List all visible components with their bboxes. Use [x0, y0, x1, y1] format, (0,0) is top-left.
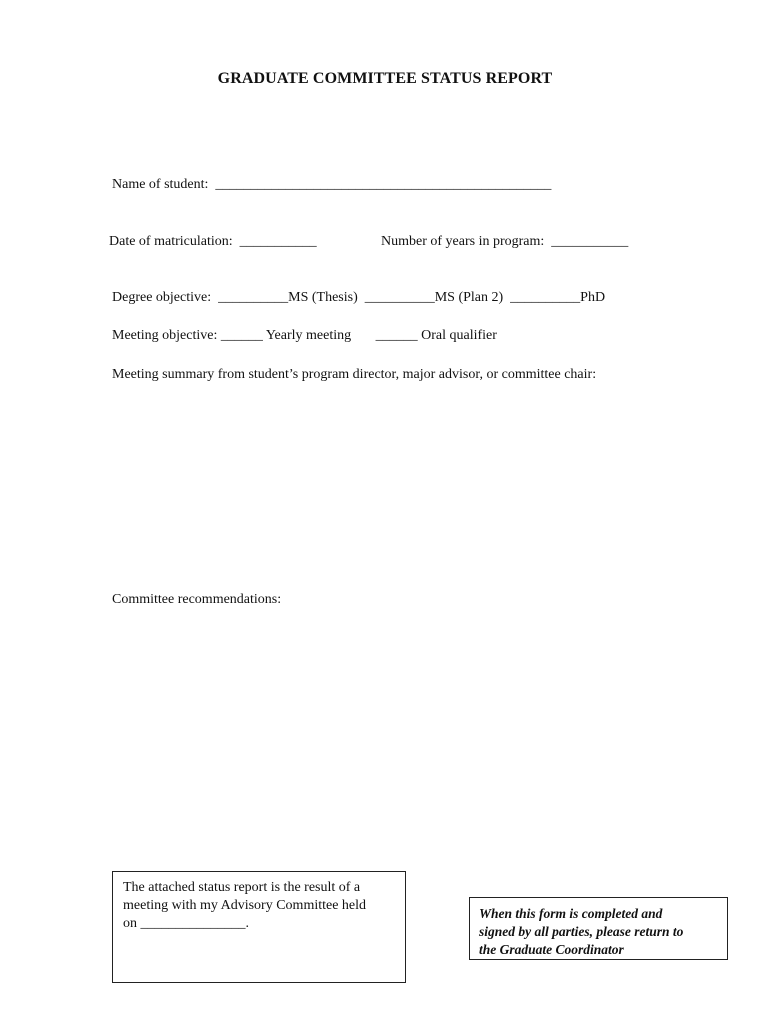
meeting-objective-field: Meeting objective: ______ Yearly meeting ______ Oral qualifier — [112, 328, 497, 343]
attestation-box — [112, 871, 406, 983]
return-notice-box — [469, 897, 728, 960]
page-title: GRADUATE COMMITTEE STATUS REPORT — [217, 70, 553, 87]
matriculation-date-field: Date of matriculation: ___________ — [109, 234, 317, 249]
attestation-text: The attached status report is the result of a meeting with my Advisory Committee held on _______________. — [123, 880, 367, 931]
meeting-summary-label: Meeting summary from student’s program director, major advisor, or committee chair: — [112, 367, 597, 382]
return-notice-text: When this form is completed and signed by all parties, please return to the Graduate Coordinator — [479, 906, 684, 957]
student-name-field: Name of student: ________________________________________________ — [112, 177, 552, 192]
committee-recommendations-label: Committee recommendations: — [112, 592, 282, 607]
years-in-program-field: Number of years in program: ___________ — [381, 234, 629, 249]
degree-objective-field: Degree objective: __________MS (Thesis) __________MS (Plan 2) __________PhD — [112, 290, 606, 305]
